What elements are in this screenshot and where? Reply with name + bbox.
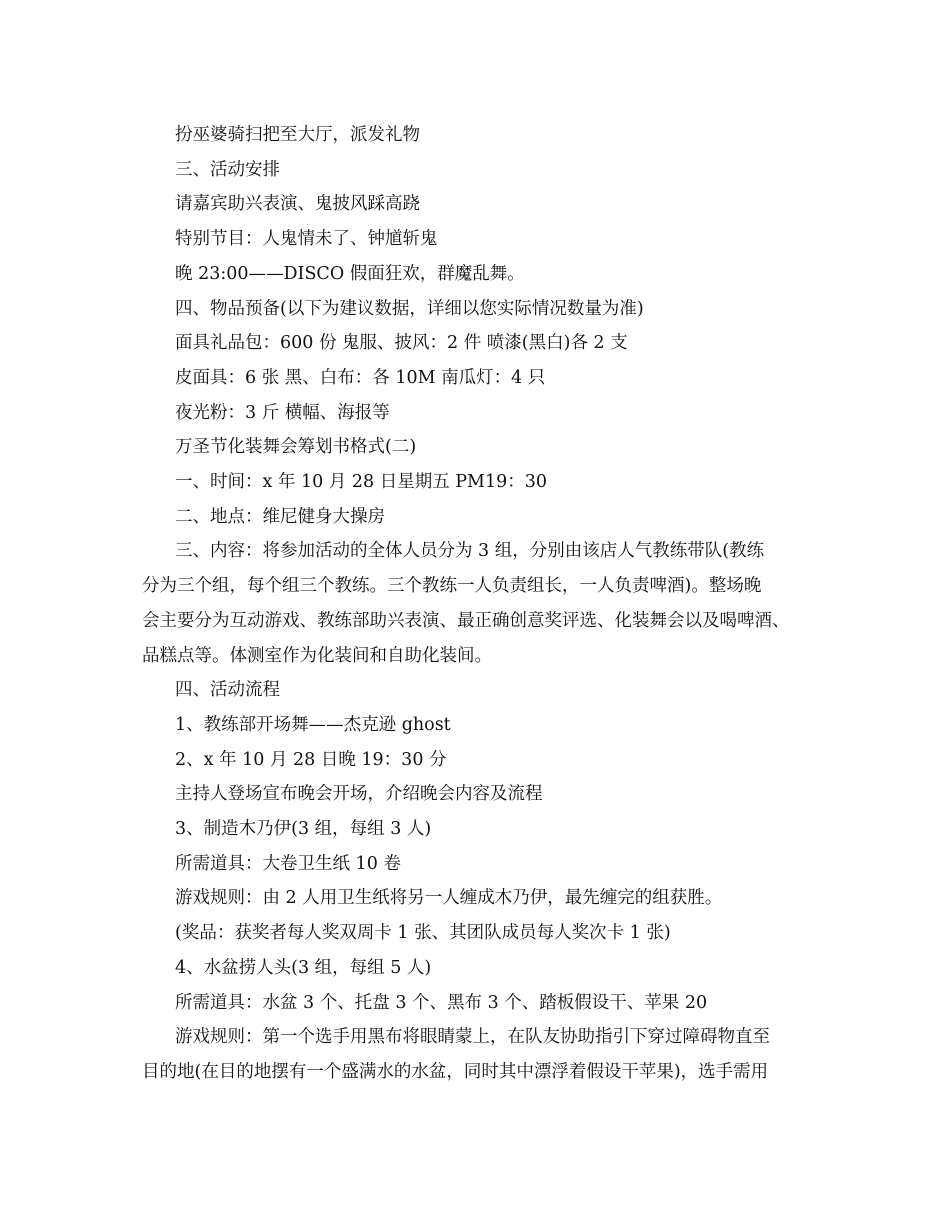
- section-heading: 三、活动安排: [175, 159, 280, 180]
- text-line: 游戏规则：由 2 人用卫生纸将另一人缠成木乃伊，最先缠完的组获胜。: [175, 888, 723, 909]
- text-line: 4、水盆捞人头(3 组，每组 5 人): [175, 957, 432, 978]
- paragraph-line: 品糕点等。体测室作为化装间和自助化装间。: [142, 645, 492, 666]
- paragraph-line: 目的地(在目的地摆有一个盛满水的水盆，同时其中漂浮着假设干苹果)，选手需用: [142, 1061, 769, 1082]
- text-line: 请嘉宾助兴表演、鬼披风踩高跷: [175, 194, 420, 215]
- text-line: 3、制造木乃伊(3 组，每组 3 人): [175, 819, 432, 840]
- text-line: 扮巫婆骑扫把至大厅，派发礼物: [175, 125, 420, 145]
- text-line: 二、地点：维尼健身大操房: [175, 506, 385, 527]
- document-title: 万圣节化装舞会筹划书格式(二): [175, 437, 417, 458]
- text-line: 所需道具：水盆 3 个、托盘 3 个、黑布 3 个、踏板假设干、苹果 20: [175, 992, 708, 1013]
- rules-paragraph: [142, 1020, 830, 1089]
- section-heading: 四、物品预备(以下为建议数据，详细以您实际情况数量为准): [175, 298, 644, 319]
- content-paragraph: [142, 534, 830, 673]
- section-heading: 四、活动流程: [175, 680, 280, 701]
- paragraph-line: 分为三个组，每个组三个教练。三个教练一人负责组长，一人负责啤酒)。整场晚: [142, 576, 762, 597]
- paragraph-line: 三、内容：将参加活动的全体人员分为 3 组，分别由该店人气教练带队(教练: [175, 541, 765, 562]
- text-line: 特别节目：人鬼情未了、钟馗斩鬼: [175, 229, 438, 250]
- text-line: 皮面具：6 张 黑、白布：各 10M 南瓜灯：4 只: [175, 367, 546, 388]
- text-line: 2、x 年 10 月 28 日晚 19：30 分: [175, 749, 447, 770]
- paragraph-line: 会主要分为互动游戏、教练部助兴表演、最正确创意奖评选、化装舞会以及喝啤酒、: [142, 610, 790, 631]
- paragraph-line: 游戏规则：第一个选手用黑布将眼睛蒙上，在队友协助指引下穿过障碍物直至: [175, 1027, 770, 1048]
- text-line: 一、时间：x 年 10 月 28 日星期五 PM19：30: [175, 472, 548, 493]
- text-line: 主持人登场宣布晚会开场，介绍晚会内容及流程: [175, 784, 543, 805]
- text-line: 所需道具：大卷卫生纸 10 卷: [175, 853, 401, 874]
- text-line: 夜光粉：3 斤 横幅、海报等: [175, 402, 390, 423]
- text-line: 面具礼品包：600 份 鬼服、披风：2 件 喷漆(黑白)各 2 支: [175, 333, 628, 354]
- text-line: 1、教练部开场舞——杰克逊 ghost: [175, 714, 451, 735]
- text-line: (奖品：获奖者每人奖双周卡 1 张、其团队成员每人奖次卡 1 张): [175, 923, 671, 944]
- text-line: 晚 23:00——DISCO 假面狂欢，群魔乱舞。: [175, 263, 525, 284]
